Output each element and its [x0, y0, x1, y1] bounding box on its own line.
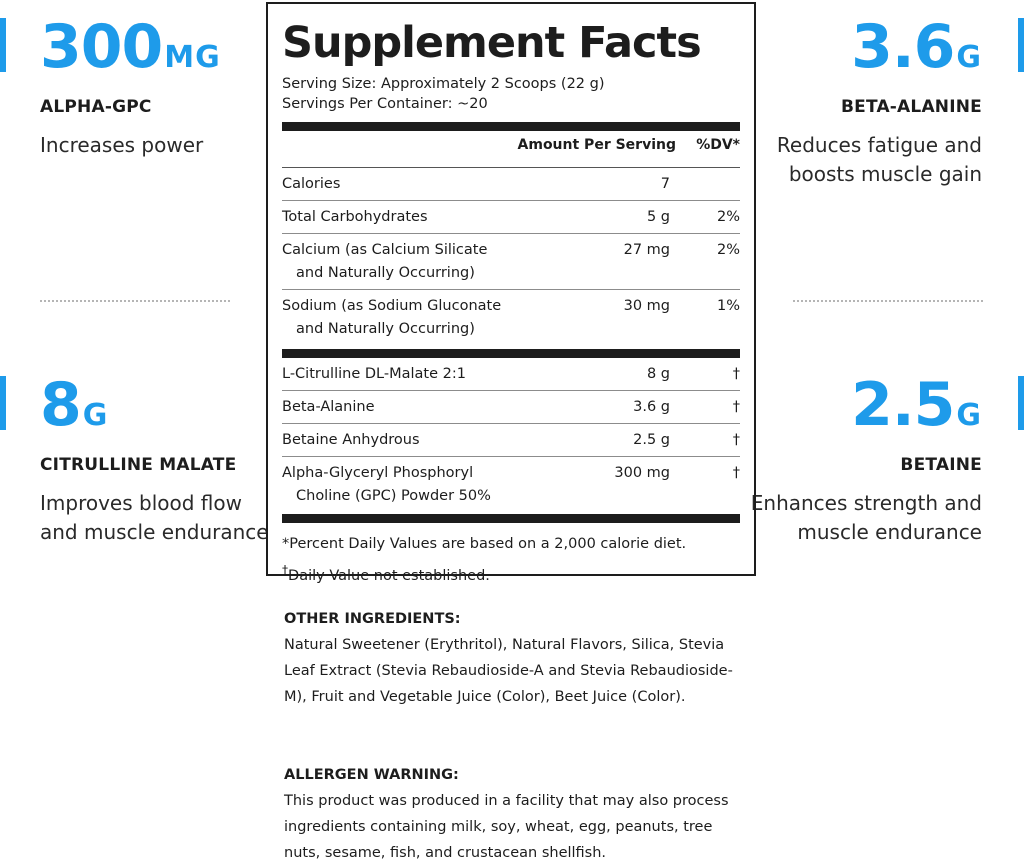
header-dv: %DV*	[696, 137, 740, 153]
nutrient-row	[282, 234, 740, 290]
callout-name: ALPHA-GPC	[40, 97, 152, 117]
dotted-divider-right	[793, 300, 983, 302]
callout-unit: G	[956, 40, 982, 75]
callout-betaine	[742, 372, 982, 547]
callout-number: 8	[40, 370, 81, 440]
active-name: Betaine Anhydrous	[282, 432, 420, 448]
accent-bar-top-right	[1018, 18, 1024, 72]
callout-unit: G	[956, 398, 982, 433]
active-row	[282, 358, 740, 391]
active-dv: †	[732, 366, 740, 382]
allergen-heading: ALLERGEN WARNING:	[284, 767, 459, 783]
active-name: Alpha-Glyceryl Phosphoryl	[282, 465, 474, 481]
nutrient-name: Sodium (as Sodium Gluconate	[282, 298, 502, 314]
footnote-dagger: Daily Value not established.	[288, 567, 490, 584]
active-name: L-Citrulline DL-Malate 2:1	[282, 366, 466, 382]
nutrient-dv: 2%	[716, 242, 740, 258]
nutrient-row	[282, 290, 740, 345]
callout-alpha-gpc	[40, 14, 280, 160]
active-row	[282, 424, 740, 457]
nutrient-name: Total Carbohydrates	[282, 209, 428, 225]
callout-description: Enhances strength and muscle endurance	[750, 491, 982, 544]
nutrient-name-continued: and Naturally Occurring)	[296, 321, 475, 337]
active-row	[282, 391, 740, 424]
active-amount: 2.5 g	[633, 432, 670, 448]
callout-citrulline-malate	[40, 372, 280, 547]
panel-title: Supplement Facts	[282, 18, 701, 68]
callout-description: Increases power	[40, 133, 204, 157]
callout-unit: G	[82, 398, 109, 433]
other-ingredients-heading: OTHER INGREDIENTS:	[284, 611, 461, 627]
nutrient-name: Calories	[282, 176, 341, 192]
supplement-facts-panel	[266, 2, 756, 584]
callout-name: BETAINE	[900, 455, 982, 475]
nutrient-dv: 2%	[716, 209, 740, 225]
callout-value	[40, 372, 280, 449]
servings-per-container: Servings Per Container: ~20	[282, 96, 488, 112]
active-row	[282, 457, 740, 512]
active-amount: 300 mg	[614, 465, 670, 481]
thick-divider	[282, 122, 740, 131]
callout-value	[40, 14, 280, 91]
active-name-continued: Choline (GPC) Powder 50%	[296, 488, 491, 504]
callout-number: 2.5	[851, 370, 955, 440]
nutrient-name: Calcium (as Calcium Silicate	[282, 242, 488, 258]
dotted-divider-left	[40, 300, 230, 302]
facts-header-row	[282, 131, 740, 168]
callout-name: BETA-ALANINE	[841, 97, 982, 117]
serving-size: Serving Size: Approximately 2 Scoops (22 g)	[282, 76, 605, 92]
allergen-warning	[284, 762, 744, 866]
accent-bar-bottom-right	[1018, 376, 1024, 430]
header-amount: Amount Per Serving	[517, 137, 676, 153]
nutrient-amount: 5 g	[646, 209, 670, 225]
active-amount: 8 g	[646, 366, 670, 382]
accent-bar-top-left	[0, 18, 6, 72]
nutrient-name-continued: and Naturally Occurring)	[296, 265, 475, 281]
other-ingredients-text: Natural Sweetener (Erythritol), Natural Flavors, Silica, Stevia Leaf Extract (Stevia Rebaudioside-A and Stevia Rebaudioside-M), Fruit and Vegetable Juice (Color), Beet Juice (Color).	[284, 637, 733, 705]
nutrient-amount: 7	[660, 176, 670, 192]
active-dv: †	[732, 399, 740, 415]
callout-value	[742, 14, 982, 91]
allergen-text: This product was produced in a facility that may also process ingredients containing milk, soy, wheat, egg, peanuts, tree nuts, sesame, fish, and crustacean shellfish.	[284, 793, 729, 861]
dagger-symbol: †	[282, 563, 289, 577]
active-name: Beta-Alanine	[282, 399, 375, 415]
callout-value	[742, 372, 982, 449]
callout-number: 300	[40, 12, 163, 82]
accent-bar-bottom-left	[0, 376, 6, 430]
thick-divider	[282, 514, 740, 523]
callout-number: 3.6	[851, 12, 955, 82]
callout-beta-alanine	[742, 14, 982, 189]
active-amount: 3.6 g	[633, 399, 670, 415]
nutrient-row	[282, 201, 740, 234]
active-dv: †	[732, 465, 740, 481]
callout-description: Improves blood flow and muscle endurance	[40, 491, 269, 544]
thick-divider	[282, 349, 740, 358]
nutrient-row	[282, 168, 740, 201]
other-ingredients	[284, 606, 744, 710]
active-ingredient-rows	[282, 358, 740, 512]
footnote-dv: *Percent Daily Values are based on a 2,000 calorie diet.	[282, 536, 687, 552]
callout-description: Reduces fatigue and boosts muscle gain	[776, 133, 982, 186]
callout-unit: MG	[164, 40, 221, 75]
footnote-dagger-line	[282, 557, 740, 589]
nutrient-rows	[282, 168, 740, 345]
nutrient-amount: 27 mg	[623, 242, 670, 258]
active-dv: †	[732, 432, 740, 448]
nutrient-dv	[670, 173, 740, 196]
nutrient-amount: 30 mg	[623, 298, 670, 314]
callout-name: CITRULLINE MALATE	[40, 455, 237, 475]
nutrient-dv: 1%	[716, 298, 740, 314]
